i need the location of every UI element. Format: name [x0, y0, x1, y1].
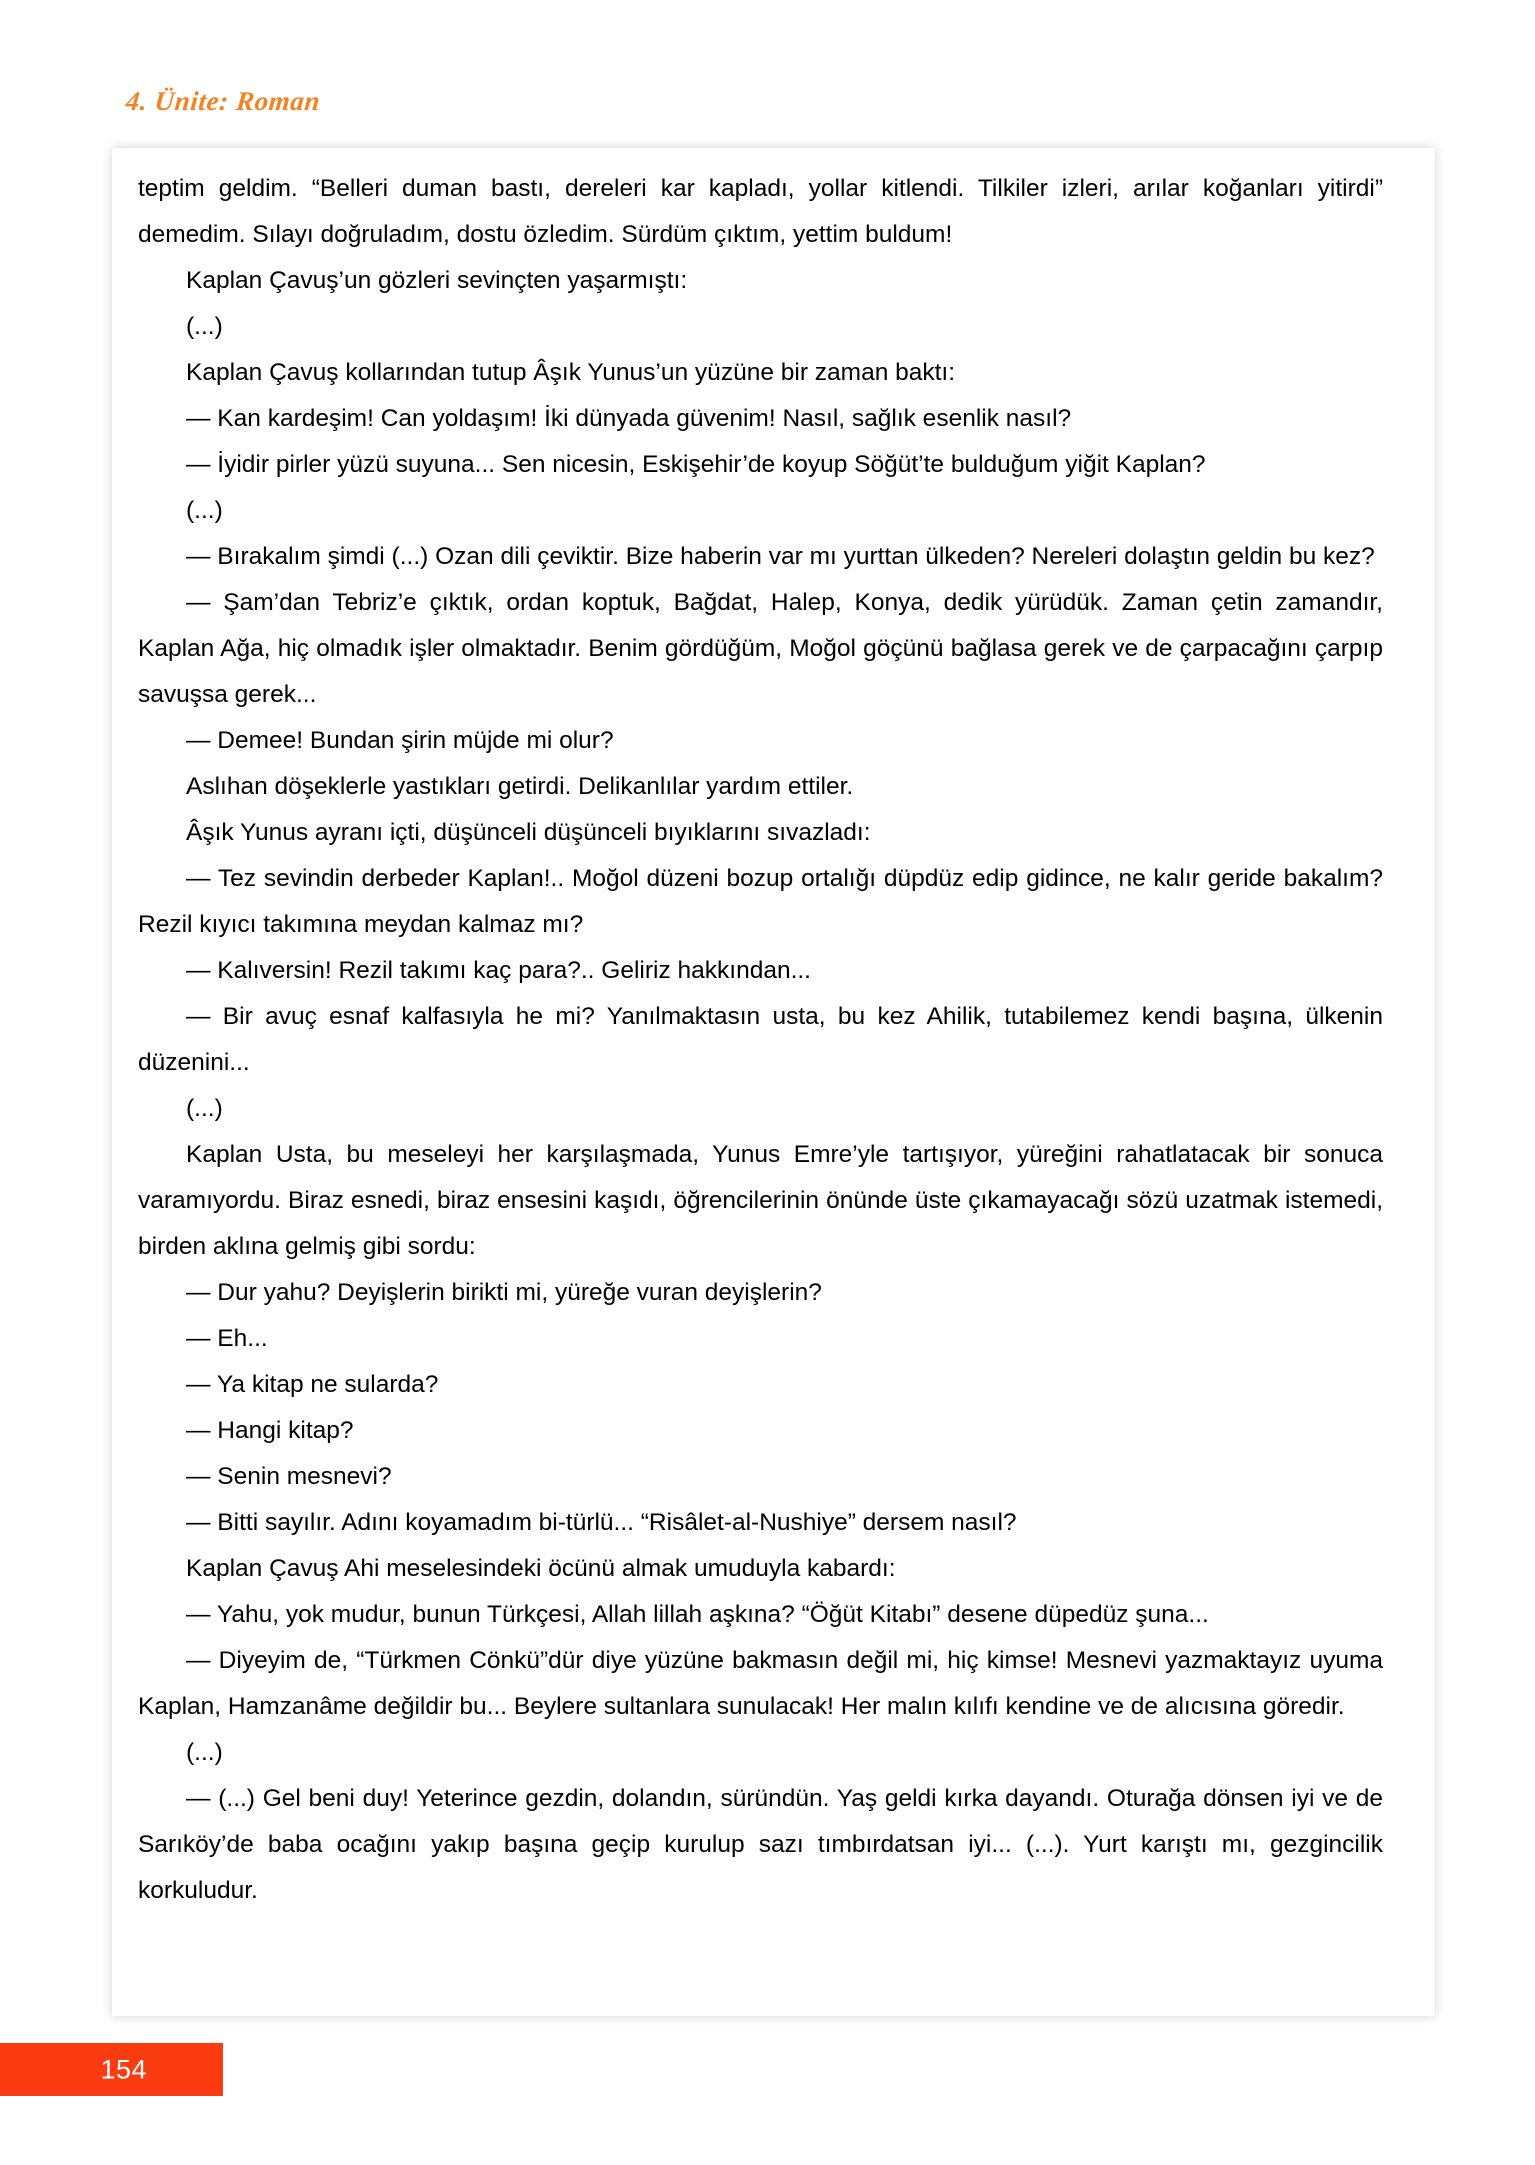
- body-paragraph: (...): [186, 313, 223, 340]
- body-paragraph: — Senin mesnevi?: [186, 1463, 392, 1490]
- body-paragraph: Âşık Yunus ayranı içti, düşünceli düşünceli bıyıklarını sıvazladı:: [186, 819, 871, 846]
- body-paragraph: — Hangi kitap?: [186, 1417, 354, 1444]
- running-head-unit-title: 4. Ünite: Roman: [124, 86, 322, 116]
- body-paragraph: — Bırakalım şimdi (...) Ozan dili çeviktir. Bize haberin var mı yurttan ülkeden? Nereleri dolaştın geldin bu kez?: [186, 543, 1375, 570]
- body-paragraph: — (...) Gel beni duy! Yeterince gezdin, dolandın, süründün. Yaş geldi kırka dayandı. Oturağa dönsen iyi ve de Sarıköy’de baba ocağını yakıp başına geçip kurulup sazı tımbırdatsan iyi... (...). Yurt karıştı mı, gezgincilik korkuludur.: [138, 1785, 1383, 1904]
- body-paragraph: — İyidir pirler yüzü suyuna... Sen nicesin, Eskişehir’de koyup Söğüt’te bulduğum yiğit Kaplan?: [186, 451, 1206, 478]
- body-text-column: [138, 166, 1383, 1914]
- body-paragraph: — Kan kardeşim! Can yoldaşım! İki dünyada güvenim! Nasıl, sağlık esenlik nasıl?: [186, 405, 1072, 432]
- body-paragraph: — Bir avuç esnaf kalfasıyla he mi? Yanılmaktasın usta, bu kez Ahilik, tutabilemez kendi başına, ülkenin düzenini...: [138, 1003, 1383, 1076]
- body-paragraph: Kaplan Çavuş’un gözleri sevinçten yaşarmıştı:: [186, 267, 688, 294]
- body-paragraph: Kaplan Usta, bu meseleyi her karşılaşmada, Yunus Emre’yle tartışıyor, yüreğini rahatlatacak bir sonuca varamıyordu. Biraz esnedi, biraz ensesini kaşıdı, öğrencilerinin önünde üste çıkamayacağı sözü uzatmak istemedi, birden aklına gelmiş gibi sordu:: [138, 1141, 1383, 1260]
- body-paragraph: — Şam’dan Tebriz’e çıktık, ordan koptuk, Bağdat, Halep, Konya, dedik yürüdük. Zaman çetin zamandır, Kaplan Ağa, hiç olmadık işler olmaktadır. Benim gördüğüm, Moğol göçünü bağlasa gerek ve de çarpacağını çarpıp savuşsa gerek...: [138, 589, 1383, 708]
- page-number-label: 154: [100, 2054, 147, 2084]
- body-paragraph: (...): [186, 1739, 223, 1766]
- body-paragraph: (...): [186, 497, 223, 524]
- page-number-block: [0, 2043, 223, 2096]
- body-paragraph: — Bitti sayılır. Adını koyamadım bi-türlü... “Risâlet-al-Nushiye” dersem nasıl?: [186, 1509, 1017, 1536]
- body-paragraph: — Dur yahu? Deyişlerin birikti mi, yüreğe vuran deyişlerin?: [186, 1279, 822, 1306]
- body-paragraph: — Diyeyim de, “Türkmen Cönkü”dür diye yüzüne bakmasın değil mi, hiç kimse! Mesnevi yazmaktayız uyuma Kaplan, Hamzanâme değildir bu... Beylere sultanlara sunulacak! Her malın kılıfı kendine ve de alıcısına göredir.: [138, 1647, 1383, 1720]
- body-paragraph: Kaplan Çavuş Ahi meselesindeki öcünü almak umuduyla kabardı:: [186, 1555, 896, 1582]
- body-paragraph: — Demee! Bundan şirin müjde mi olur?: [186, 727, 614, 754]
- body-paragraph: Kaplan Çavuş kollarından tutup Âşık Yunus’un yüzüne bir zaman baktı:: [186, 359, 956, 386]
- body-paragraph: — Ya kitap ne sularda?: [186, 1371, 439, 1398]
- body-paragraph: — Eh...: [186, 1325, 268, 1352]
- body-paragraph: (...): [186, 1095, 223, 1122]
- body-paragraph: — Tez sevindin derbeder Kaplan!.. Moğol düzeni bozup ortalığı düpdüz edip gidince, ne kalır geride bakalım? Rezil kıyıcı takımına meydan kalmaz mı?: [138, 865, 1383, 938]
- body-paragraph: — Yahu, yok mudur, bunun Türkçesi, Allah lillah aşkına? “Öğüt Kitabı” desene düpedüz şuna...: [186, 1601, 1209, 1628]
- body-paragraph: teptim geldim. “Belleri duman bastı, dereleri kar kapladı, yollar kitlendi. Tilkiler izleri, arılar koğanları yitirdi” demedim. Sılayı doğruladım, dostu özledim. Sürdüm çıktım, yettim buldum!: [138, 175, 1383, 248]
- body-paragraph: — Kalıversin! Rezil takımı kaç para?.. Geliriz hakkından...: [186, 957, 811, 984]
- page-content-panel: [112, 148, 1435, 2016]
- body-paragraph: Aslıhan döşeklerle yastıkları getirdi. Delikanlılar yardım ettiler.: [186, 773, 854, 800]
